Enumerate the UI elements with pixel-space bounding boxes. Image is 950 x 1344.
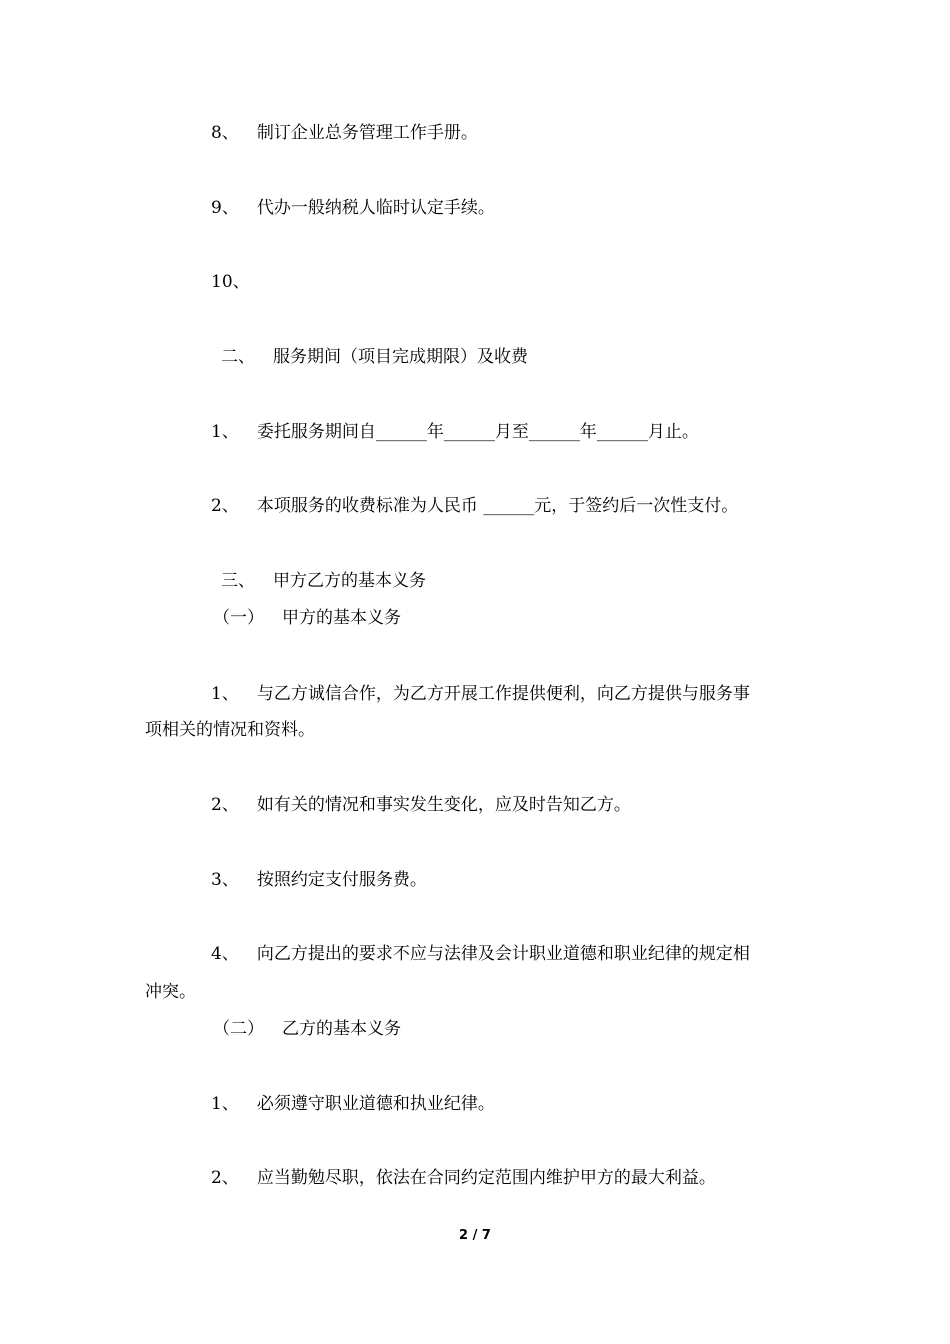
subsection-title: 甲方的基本义务 xyxy=(282,608,401,628)
list-item-fee xyxy=(211,495,738,517)
item-number: 8、 xyxy=(211,123,239,143)
section-number: 二、 xyxy=(221,347,255,367)
item-number: 3、 xyxy=(211,870,239,890)
item-text: 必须遵守职业道德和执业纪律。 xyxy=(256,1094,495,1114)
item-text: 如有关的情况和事实发生变化，应及时告知乙方。 xyxy=(256,795,631,815)
subsection-title: 乙方的基本义务 xyxy=(282,1019,401,1039)
list-item-party-a-3 xyxy=(211,869,427,891)
item-text: 冲突。 xyxy=(145,982,196,1002)
item-text: 项相关的情况和资料。 xyxy=(145,720,315,740)
item-text: 本项服务的收费标准为人民币 ______元，于签约后一次性支付。 xyxy=(256,496,739,516)
list-item-9 xyxy=(211,197,495,219)
item-text: 按照约定支付服务费。 xyxy=(256,870,427,890)
list-item-8 xyxy=(211,122,478,144)
item-text: 制订企业总务管理工作手册。 xyxy=(256,123,478,143)
section-heading-2 xyxy=(221,346,528,368)
list-item-period xyxy=(211,421,699,443)
list-item-10 xyxy=(211,271,250,293)
item-number: 4、 xyxy=(211,944,239,964)
item-number: 10、 xyxy=(211,272,250,292)
page-number: 2 / 7 xyxy=(459,1228,491,1243)
subsection-number: （一） xyxy=(213,608,264,628)
item-number: 9、 xyxy=(211,198,239,218)
subsection-number: （二） xyxy=(213,1019,264,1039)
section-heading-3 xyxy=(221,570,426,592)
section-title: 服务期间（项目完成期限）及收费 xyxy=(273,347,528,367)
item-text: 与乙方诚信合作，为乙方开展工作提供便利，向乙方提供与服务事 xyxy=(256,684,750,704)
subsection-heading-1 xyxy=(213,607,401,629)
item-number: 2、 xyxy=(211,795,239,815)
item-text: 应当勤勉尽职，依法在合同约定范围内维护甲方的最大利益。 xyxy=(256,1168,716,1188)
item-text: 委托服务期间自______年______月至______年______月止。 xyxy=(256,422,699,442)
item-number: 1、 xyxy=(211,422,239,442)
list-item-party-b-2 xyxy=(211,1167,716,1189)
list-item-party-b-1 xyxy=(211,1093,495,1115)
item-text: 向乙方提出的要求不应与法律及会计职业道德和职业纪律的规定相 xyxy=(256,944,750,964)
item-number: 1、 xyxy=(211,1094,239,1114)
item-number: 2、 xyxy=(211,1168,239,1188)
list-item-party-a-1 xyxy=(211,683,750,705)
item-text: 代办一般纳税人临时认定手续。 xyxy=(256,198,495,218)
list-item-continuation xyxy=(145,981,196,1003)
list-item-party-a-2 xyxy=(211,794,631,816)
item-number: 1、 xyxy=(211,684,239,704)
section-number: 三、 xyxy=(221,571,255,591)
subsection-heading-2 xyxy=(213,1018,401,1040)
section-title: 甲方乙方的基本义务 xyxy=(273,571,426,591)
list-item-party-a-4 xyxy=(211,943,750,965)
item-number: 2、 xyxy=(211,496,239,516)
list-item-continuation xyxy=(145,719,315,741)
